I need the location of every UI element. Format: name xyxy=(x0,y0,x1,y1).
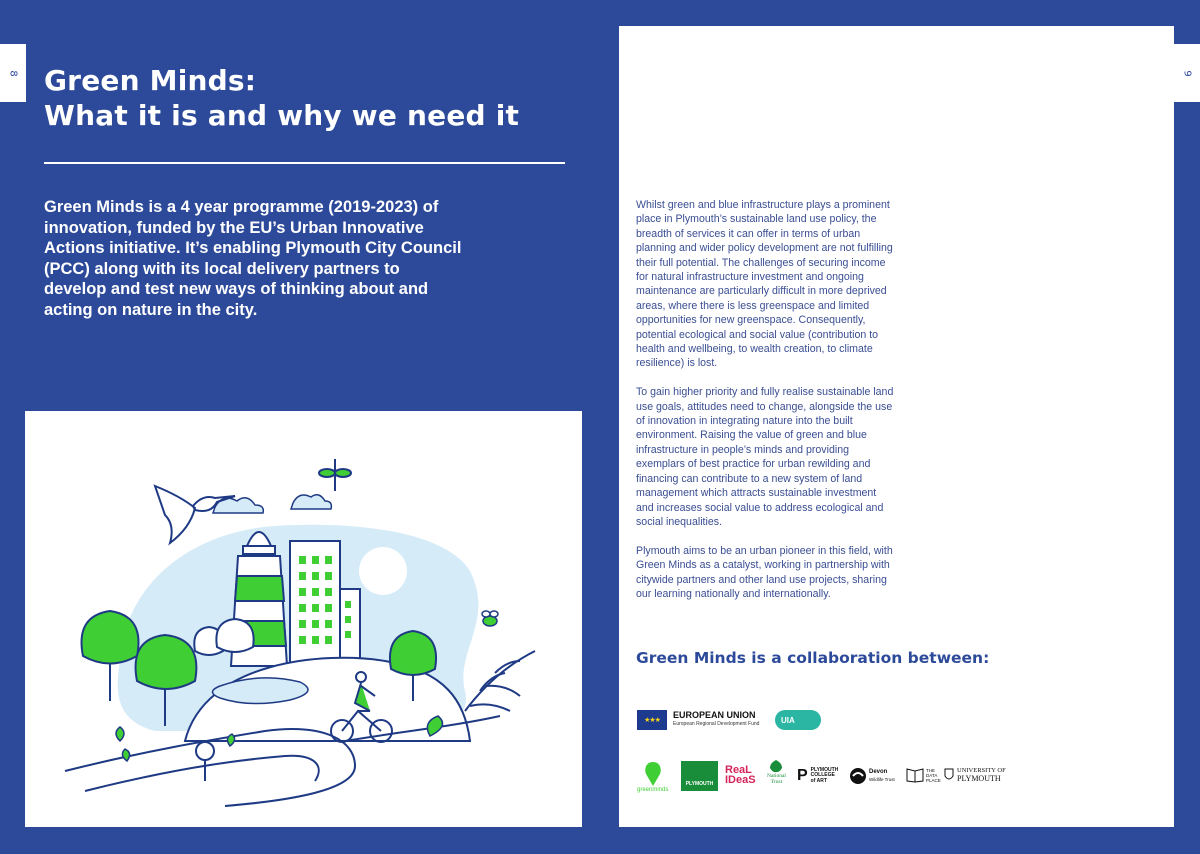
oak-leaf-icon xyxy=(767,759,785,773)
uia-logo xyxy=(775,710,821,730)
body-paragraph-3: Plymouth aims to be an urban pioneer in this field, with Green Minds as a catalyst, working in partnership with citywide partners and other land use projects, sharing our learning nationally and internationally. xyxy=(636,544,893,600)
uia-label: UIA xyxy=(775,710,821,730)
title-line-1: Green Minds: xyxy=(44,64,257,97)
uni-line1: UNIVERSITY OF xyxy=(957,767,1006,774)
national-trust-logo xyxy=(767,759,786,785)
university-of-plymouth-logo xyxy=(944,767,1006,783)
plymouth-college-logo xyxy=(797,767,838,785)
eu-logo xyxy=(637,710,759,730)
eu-fund: European Regional Development Fund xyxy=(673,721,760,727)
fern xyxy=(465,651,535,711)
college-line1: PLYMOUTH xyxy=(810,766,839,773)
college-line3: of ART xyxy=(810,777,827,784)
title-divider xyxy=(44,162,565,164)
eu-name: EUROPEAN UNION xyxy=(673,710,756,720)
college-p-icon: P xyxy=(797,767,808,784)
bee-icon xyxy=(482,611,498,626)
real-ideas-line1: ReaL xyxy=(725,764,752,776)
book-icon xyxy=(906,767,924,783)
body-paragraph-2: To gain higher priority and fully realise sustainable land use goals, attitudes need to change, alongside the use of innovation in integrating nature into the built environment. Raising the value of green and blue infrastructure in people’s minds and providing exemplars of best practice for urban rewilding and financing can contribute to a new system of land management which attracts sustainable investment and increases social value to address ecological and social inequalities. xyxy=(636,386,894,528)
devon-line2: Wildlife Trust xyxy=(869,777,895,782)
data-place-line1: THE xyxy=(926,767,935,773)
collaboration-heading: Green Minds is a collaboration between: xyxy=(636,649,990,667)
real-ideas-logo xyxy=(725,765,756,785)
data-place-logo xyxy=(906,767,941,783)
page-title xyxy=(44,63,519,133)
page-number-left xyxy=(0,44,26,102)
body-text xyxy=(636,198,896,616)
badger-icon xyxy=(849,767,867,785)
greenminds-logo xyxy=(637,761,668,793)
city-nature-illustration xyxy=(25,411,582,827)
sun xyxy=(359,547,407,595)
page-number-left-text: 8 xyxy=(7,69,19,77)
data-place-line3: PLACE xyxy=(926,777,941,783)
crest-icon xyxy=(944,768,954,782)
street-lamp xyxy=(196,742,214,781)
greenminds-text: greenminds xyxy=(637,787,669,793)
intro-paragraph: Green Minds is a 4 year programme (2019-2023) of innovation, funded by the EU’s Urban Innovative Actions initiative. It’s enabling Plymouth City Council (PCC) along with its local delivery partners to develop and test new ways of thinking about and acting on nature in the city. xyxy=(44,198,462,319)
real-ideas-line2: IDeaS xyxy=(725,774,756,786)
national-trust-line1: National xyxy=(767,773,786,779)
body-paragraph-1: Whilst green and blue infrastructure plays a prominent place in Plymouth’s sustainable land use policy, the breadth of services it can offer in terms of urban planning and wider policy development are not fulfilling their full potential. The challenges of securing income for natural infrastructure investment and ongoing maintenance are particularly difficult in more deprived areas, where there is less greenspace and limited opportunities for new greenspace. Consequently, potential ecological and social value (contribution to health and wellbeing, to wealth creation, to climate resilience) is lost. xyxy=(636,199,893,370)
data-place-line2: DATA xyxy=(926,772,938,778)
dragonfly-icon xyxy=(319,459,351,491)
page-number-right xyxy=(1174,44,1200,102)
cloud-right xyxy=(291,495,331,509)
page-number-right-text: 9 xyxy=(1181,69,1193,77)
national-trust-line2: Trust xyxy=(770,779,783,785)
eu-flag-icon: ★★★ xyxy=(637,710,667,730)
uni-line2: PLYMOUTH xyxy=(957,774,1001,783)
title-line-2: What it is and why we need it xyxy=(44,99,520,132)
devon-line1: Devon xyxy=(869,769,888,775)
devon-wildlife-trust-logo xyxy=(849,767,895,785)
plymouth-text: PLYMOUTH xyxy=(685,781,714,787)
hummingbird-icon xyxy=(155,486,235,543)
college-line2: COLLEGE xyxy=(810,772,835,779)
greenminds-pin-icon xyxy=(643,761,663,787)
plymouth-council-logo xyxy=(681,761,718,791)
right-page xyxy=(619,26,1174,827)
